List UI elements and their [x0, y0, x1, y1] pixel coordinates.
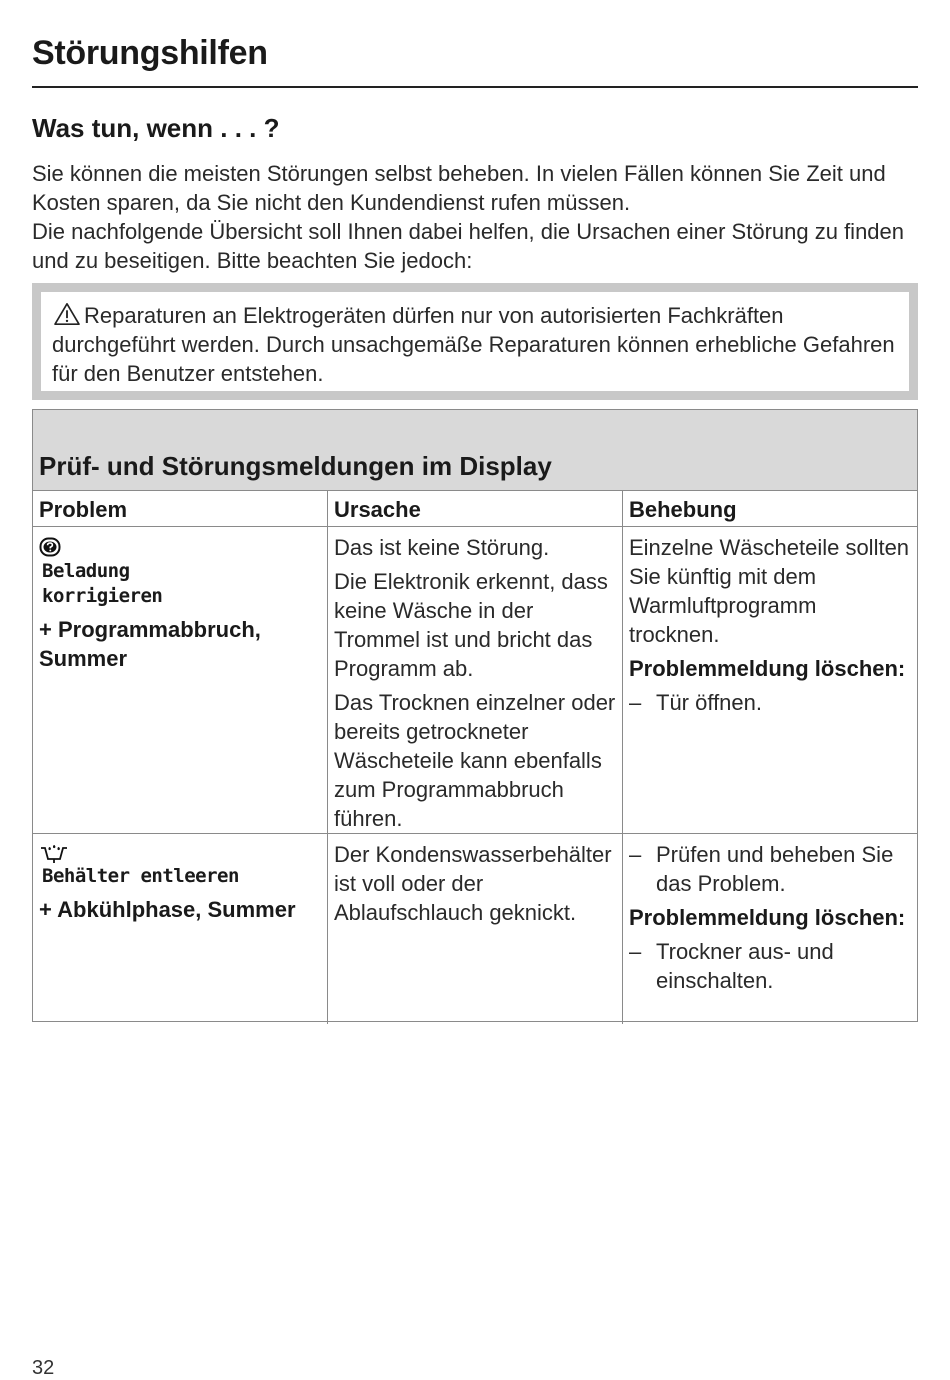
cause-text: Das Trocknen einzelner oder bereits getrockneter Wäscheteile kann ebenfalls zum Programmabbruch führen. [334, 690, 616, 831]
intro-paragraph-2: Die nachfolgende Übersicht soll Ihnen dabei helfen, die Ursachen einer Störung zu finden und zu beseitigen. Bitte beachten Sie jedoch: [32, 219, 905, 273]
remedy-step-text: Trockner aus- und einschalten. [656, 939, 834, 993]
warning-triangle-icon [52, 302, 82, 326]
dash-bullet: – [629, 939, 642, 964]
cause-text: Das ist keine Störung. [334, 535, 550, 560]
section-title: Was tun, wenn . . . ? [32, 113, 280, 143]
remedy-step-text: Prüfen und beheben Sie das Problem. [656, 842, 894, 896]
remedy-heading: Problemmeldung löschen: [629, 905, 906, 930]
title-divider [32, 86, 918, 88]
cause-cell [328, 834, 623, 1024]
intro-text [32, 159, 918, 275]
dash-bullet: – [629, 842, 642, 867]
cause-cell [328, 527, 623, 833]
table-row [33, 834, 917, 1024]
cause-text: Die Elektronik erkennt, dass keine Wäsche in der Trommel ist und bricht das Programm ab. [334, 569, 608, 681]
remedy-step [629, 840, 911, 898]
page-title: Störungshilfen [32, 34, 268, 72]
problem-description: + Abkühlphase, Summer [39, 897, 296, 922]
table-row [33, 527, 917, 834]
remedy-cell [623, 527, 917, 833]
table-title: Prüf- und Störungsmeldungen im Display [39, 451, 552, 481]
problem-description: + Programmabbruch, Summer [39, 617, 261, 671]
table-header [33, 410, 917, 491]
remedy-text: Einzelne Wäscheteile sollten Sie künftig mit dem Warmluftprogramm trocknen. [629, 535, 910, 647]
problem-cell [33, 834, 328, 1024]
warning-text: Reparaturen an Elektrogeräten dürfen nur von autorisierten Fachkräften durchgeführt werden. Durch unsachgemäße Reparaturen können erhebliche Gefahren für den Benutzer entstehen. [52, 303, 895, 386]
column-header-problem: Problem [33, 491, 328, 526]
table-column-headers [33, 491, 917, 527]
remedy-step [629, 937, 911, 995]
dash-bullet: – [629, 690, 642, 715]
water-container-icon [39, 844, 69, 864]
warning-box [32, 283, 918, 400]
remedy-cell [623, 834, 917, 1024]
problem-cell [33, 527, 328, 833]
cause-text: Der Kondenswasserbehälter ist voll oder der Ablaufschlauch geknickt. [334, 842, 612, 925]
intro-paragraph-1: Sie können die meisten Störungen selbst beheben. In vielen Fällen können Sie Zeit und Kosten sparen, da Sie nicht den Kundendienst rufen müssen. [32, 161, 886, 215]
column-header-cause: Ursache [328, 491, 623, 526]
remedy-heading: Problemmeldung löschen: [629, 656, 906, 681]
remedy-step-text: Tür öffnen. [656, 690, 762, 715]
display-text: Behälter entleeren [42, 865, 239, 887]
remedy-step [629, 688, 911, 717]
display-messages-table [32, 409, 918, 1022]
column-header-remedy: Behebung [629, 497, 737, 522]
page-number: 32 [32, 1357, 55, 1379]
question-mark-icon [39, 537, 61, 557]
display-text: korrigieren [42, 585, 163, 607]
display-text: Beladung [42, 560, 130, 582]
